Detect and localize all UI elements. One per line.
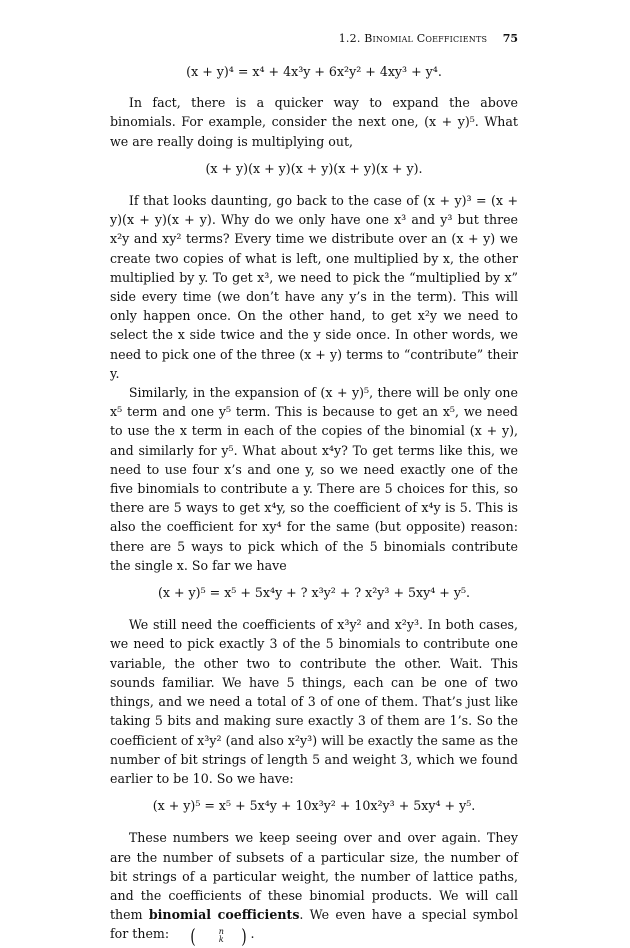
paragraph-text-continued: . We even have a special symbol for them: [110,907,518,942]
equation-product-5: (x + y)(x + y)(x + y)(x + y)(x + y). [205,160,423,176]
binom-bottom: k [218,935,224,945]
paragraph-binomial-coefficients [110,828,518,946]
running-header [110,32,518,48]
paragraph-daunting: If that looks daunting, go back to the case of (x + y)³ = (x + y)(x + y)(x + y). Why do we only have one x³ and y³ but three x²y and xy² terms? Every time we distribute over an (x + y) we create two copies of what is left, one multiplied by x, the other multiplied by y. To get x³, we need to pick the “multiplied by x” side every time (we don’t have any y’s in the term). This will only happen once. On the other hand, to get x²y we need to select the x side twice and the y side once. In other words, we need to pick one of the three (x + y) terms to “contribute” their y. [110,193,518,381]
page-number: 75 [502,32,518,45]
defined-term: binomial coefficients [148,907,300,923]
paragraph-still-need: We still need the coefficients of x³y² and x²y³. In both cases, we need to pick exactly 3 of the 5 binomials to contribute one variable, the other two to contribute the other. Wait. This sounds familiar. We have 5 things, each can be one of two things, and we need a total of 3 of one of them. That’s just like taking 5 bits and making sure exactly 3 of them are 1’s. So the coefficient of x³y² (and also x²y³) will be exactly the same as the number of bit strings of length 5 and weight 3, which we found earlier to be 10. So we have: [110,617,518,786]
page-body [110,62,518,946]
binom-top: n [218,927,224,937]
paragraph-end: . [250,926,255,942]
equation-full-expansion-5: (x + y)⁵ = x⁵ + 5x⁴y + 10x³y² + 10x²y³ + 5xy⁴ + y⁵. [152,798,476,814]
equation-expansion-4: (x + y)⁴ = x⁴ + 4x³y + 6x²y² + 4xy³ + y⁴. [186,64,442,79]
section-title: 1.2. Binomial Coefficients [338,32,488,45]
equation-partial-expansion-5: (x + y)⁵ = x⁵ + 5x⁴y + ? x³y² + ? x²y³ + 5xy⁴ + y⁵. [157,585,470,601]
paragraph-similarly: Similarly, in the expansion of (x + y)⁵, there will be only one x⁵ term and one y⁵ term. This is because to get an x⁵, we need to use the x term in each of the copies of the binomial (x + y), and similarly for y⁵. What about x⁴y? To get terms like this, we need to use four x’s and one y, so we need exactly one of the five binomials to contribute a y. There are 5 choices for this, so there are 5 ways to get x⁴y, so the coefficient of x⁴y is 5. This is also the coefficient for xy⁴ for the same (but opposite) reason: there are 5 ways to pick which of the 5 binomials contribute the single x. So far we have [110,385,518,573]
binomial-symbol: ( n k ) [190,924,247,948]
paragraph-text: These numbers we keep seeing over and over again. They are the number of subsets of a particular size, the number of bit strings of a particular weight, the number of lattice paths, and the coefficients of these binomial products. We will call them [110,830,518,923]
paragraph-quicker-way: In fact, there is a quicker way to expand the above binomials. For example, consider the next one, (x + y)⁵. What we are really doing is multiplying out, [110,95,518,149]
